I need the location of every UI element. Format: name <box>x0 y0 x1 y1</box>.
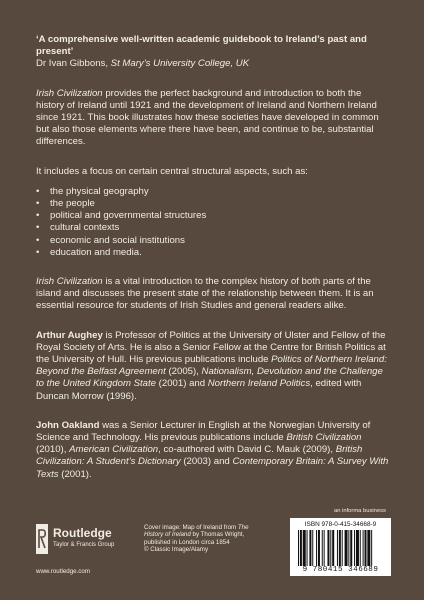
publisher-website: www.routledge.com <box>36 568 90 575</box>
bio-text: (2001). <box>58 468 92 480</box>
isbn-barcode <box>290 518 391 576</box>
summary-book-title: Irish Civilization <box>36 276 103 288</box>
credit-text: published in London circa 1854 <box>144 538 230 546</box>
publisher-group: Taylor & Francis Group <box>53 542 115 548</box>
credit-text: © Classic Image/Alamy <box>144 546 209 554</box>
blurb <box>36 34 392 481</box>
book-title: Contemporary Britain: A Survey With Texts <box>36 456 389 480</box>
barcode-icon <box>298 530 386 566</box>
summary-text: is a vital introduction to the complex history of both parts of the island and discusses the present state of the relationship between them. It is an essential resource for students of Irish Studies and general readers alike. <box>36 276 374 312</box>
credit-title: The History of Ireland <box>144 524 249 539</box>
author-name: Arthur Aughey <box>36 329 103 341</box>
book-title: Northern Ireland Politics <box>207 378 311 390</box>
routledge-logo <box>36 524 115 564</box>
summary-paragraph <box>36 276 392 313</box>
bio-text: (2005), <box>165 366 202 378</box>
author-bio-aughey <box>36 330 392 403</box>
focus-list <box>36 186 392 259</box>
endorsement-quote: ‘A comprehensive well-written academic guidebook to Ireland’s past and present’ <box>36 34 367 58</box>
focus-lead: It includes a focus on certain central structural aspects, such as: <box>36 165 308 177</box>
barcode-number: 9 780415 346689 <box>302 566 379 574</box>
author-bio-oakland <box>36 420 392 481</box>
book-title: Politics of Northern Ireland: Beyond the Belfast Agreement <box>36 354 387 378</box>
endorser-affiliation: St Mary’s University College, UK <box>110 58 250 70</box>
list-item: • economic and social institutions <box>36 235 392 247</box>
list-item: • education and media. <box>36 247 392 259</box>
informa-tagline: an informa business <box>334 508 386 514</box>
bio-text: , co-authored with David C. Mauk (2009), <box>158 444 336 456</box>
list-item: • the physical geography <box>36 186 392 198</box>
book-title: American Civilization <box>69 444 159 456</box>
book-title: British Civilization: A Student’s Dictionary <box>36 444 363 468</box>
bio-text: , edited with Duncan Morrow (1996). <box>36 378 362 402</box>
credit-text: by Thomas Wright, <box>190 531 245 539</box>
bio-text: was a Senior Lecturer in English at the Norwegian University of Science and Technology. His previous publications include <box>36 419 371 444</box>
book-title: Nationalism, Devolution and the Challenge to the United Kingdom State <box>36 366 383 390</box>
book-title: British Civilization <box>286 432 362 444</box>
bio-text: is Professor of Politics at the University of Ulster and Fellow of the Royal Society of Arts. He is also a Senior Fellow at the Centre for British Politics at the University of Hull. His previous publications include <box>36 329 386 366</box>
bio-text: (2003) and <box>180 456 233 468</box>
intro-paragraph <box>36 88 392 149</box>
publisher-name: Routledge <box>53 526 112 540</box>
cover-credit <box>144 524 264 554</box>
author-name: John Oakland <box>36 419 100 431</box>
list-item: • the people <box>36 198 392 210</box>
endorsement-attribution <box>36 58 392 70</box>
isbn-label: ISBN 978-0-415-34668-9 <box>304 521 377 528</box>
bio-text: (2010), <box>36 444 70 456</box>
routledge-r-icon <box>36 524 48 554</box>
list-item: • cultural contexts <box>36 222 392 234</box>
bio-text: (2001) and <box>156 378 208 390</box>
credit-text: Cover image: Map of Ireland from <box>144 524 237 531</box>
intro-book-title: Irish Civilization <box>36 87 103 99</box>
list-item: • political and governmental structures <box>36 210 392 222</box>
endorser-name: Dr Ivan Gibbons, <box>36 58 108 70</box>
intro-text: provides the perfect background and introduction to both the history of Ireland until 1921 and the development of Ireland and Northern Ireland since 1921. This book illustrates how these societies have developed in common but also those elements where there have been, and continue to be, substantial differences. <box>36 87 379 148</box>
